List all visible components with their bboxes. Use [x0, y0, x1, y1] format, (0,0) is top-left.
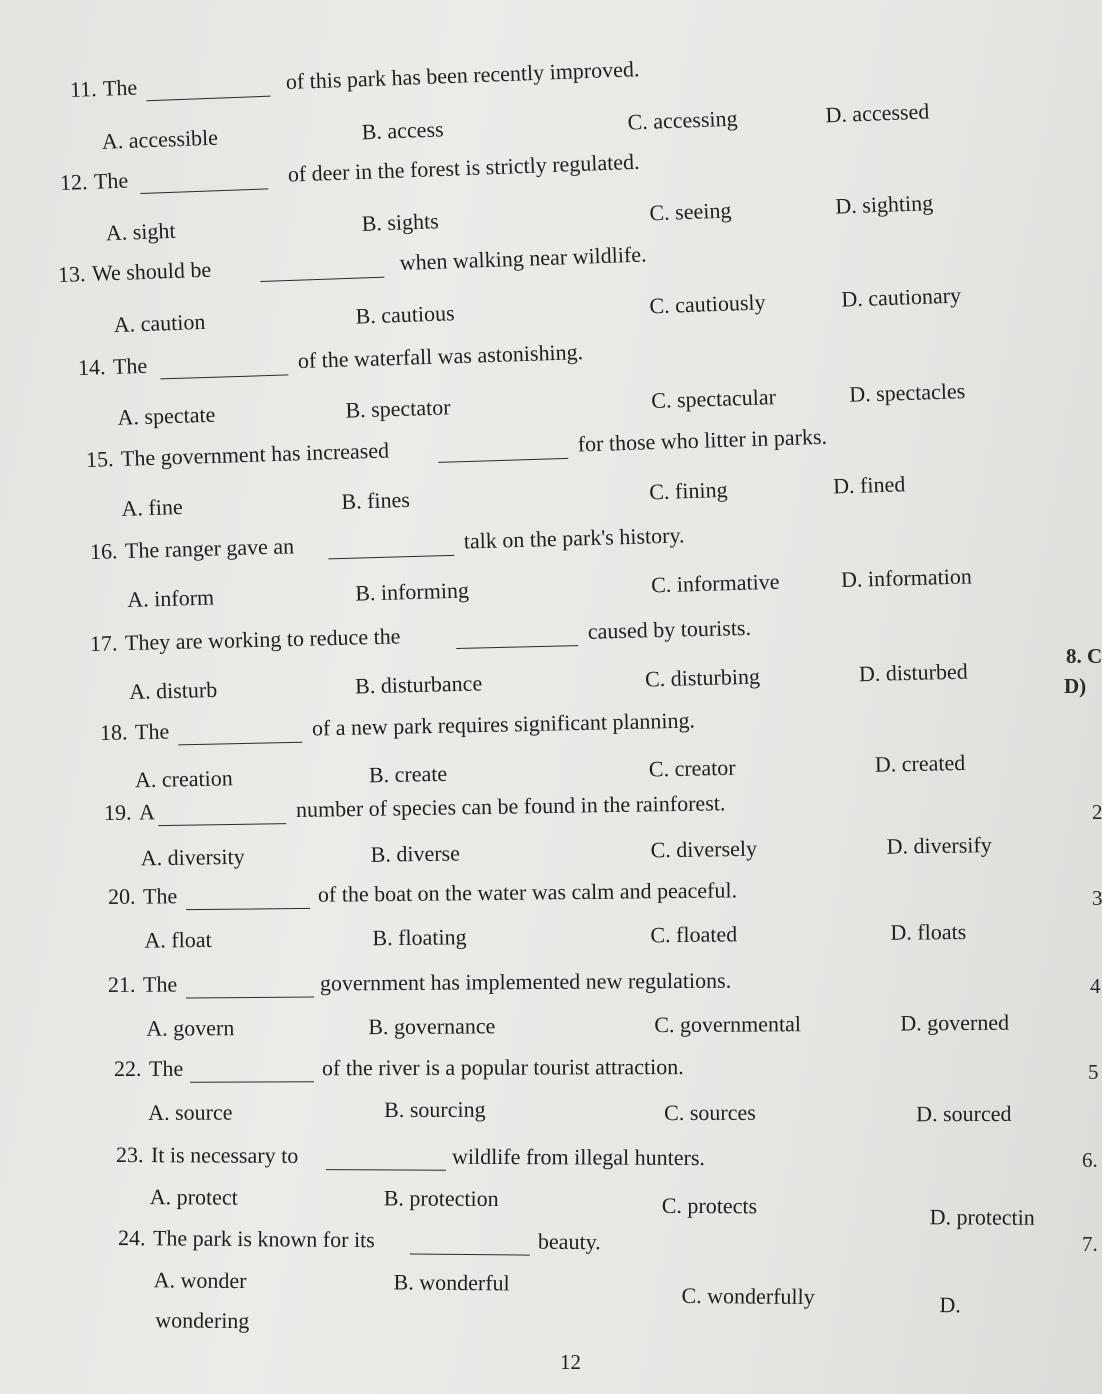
margin-fragment: 3	[1092, 886, 1102, 910]
question-number: 13.	[57, 261, 86, 287]
option-d: D. sourced	[916, 1100, 1012, 1127]
question-stem-start: The	[93, 167, 129, 194]
option-b: B. fines	[341, 486, 411, 514]
margin-fragment: 8. C	[1066, 644, 1102, 668]
option-c: C. disturbing	[644, 663, 761, 692]
answer-blank	[178, 742, 302, 746]
option-d: D. disturbed	[858, 658, 968, 687]
option-d: D. floats	[890, 919, 967, 945]
option-b: B. sights	[361, 208, 440, 236]
option-b: B. disturbance	[354, 670, 483, 699]
margin-fragment: 6.	[1082, 1148, 1098, 1172]
option-c: C. spectacular	[650, 384, 777, 414]
option-b: B. diverse	[370, 840, 461, 867]
answer-blank	[186, 908, 310, 910]
question-stem-start: A	[138, 799, 156, 825]
question-stem-end: of a new park requires significant planning.	[311, 707, 696, 741]
question-stem-end: beauty.	[537, 1228, 601, 1255]
page-number: 12	[560, 1350, 581, 1374]
option-c: C. fining	[648, 476, 728, 505]
question-stem-end: of the waterfall was astonishing.	[297, 339, 584, 374]
option-c: C. governmental	[654, 1011, 802, 1038]
option-d: D. cautionary	[840, 282, 962, 312]
question-number: 12.	[59, 169, 88, 195]
option-c: C. diversely	[650, 835, 758, 863]
option-c: C. protects	[661, 1192, 758, 1219]
option-d: D. protectin	[929, 1204, 1035, 1230]
option-a: A. wonder	[153, 1267, 247, 1294]
question-stem-start: They are working to reduce the	[124, 623, 401, 656]
answer-blank	[186, 997, 314, 999]
answer-blank	[146, 96, 270, 102]
answer-blank	[260, 277, 384, 282]
option-c: C. accessing	[627, 105, 738, 135]
question-stem-end: when walking near wildlife.	[399, 241, 647, 276]
question-number: 22.	[113, 1055, 142, 1081]
option-c: C. seeing	[649, 197, 732, 226]
margin-fragment: 5	[1088, 1060, 1099, 1084]
option-a: A. diversity	[140, 843, 245, 871]
question-stem-end: of the boat on the water was calm and peaceful.	[317, 877, 738, 907]
option-a: A. creation	[134, 765, 233, 793]
question-number: 23.	[115, 1142, 144, 1168]
option-a: A. spectate	[117, 401, 216, 430]
question-stem-end: number of species can be found in the rainforest.	[295, 790, 726, 822]
option-d: D. information	[840, 563, 973, 593]
question-stem-end: of deer in the forest is strictly regulated.	[287, 148, 640, 187]
answer-blank	[158, 823, 286, 826]
margin-fragment: 2	[1092, 800, 1102, 824]
option-a: A. accessible	[101, 124, 219, 154]
option-d: D. created	[874, 749, 966, 777]
option-b: B. floating	[372, 924, 467, 951]
question-stem-start: The park is known for its	[152, 1225, 375, 1253]
option-a: A. protect	[149, 1184, 238, 1210]
question-number: 20.	[107, 883, 136, 909]
option-c: C. wonderfully	[681, 1282, 815, 1310]
margin-fragment: D)	[1064, 674, 1087, 698]
option-d: D. fined	[832, 471, 906, 499]
question-number: 19.	[103, 799, 132, 825]
answer-blank	[410, 1254, 530, 1256]
question-stem-start: The ranger gave an	[124, 533, 295, 564]
answer-blank	[456, 645, 578, 649]
answer-blank	[160, 374, 288, 379]
option-a: A. disturb	[128, 676, 218, 705]
question-stem-end: government has implemented new regulations.	[319, 967, 732, 996]
question-stem-start: The	[148, 1055, 184, 1081]
question-number: 21.	[107, 971, 136, 997]
option-d-continued: wondering	[155, 1307, 250, 1334]
answer-blank	[326, 1169, 446, 1171]
question-stem-start: It is necessary to	[150, 1142, 299, 1168]
option-d: D. sighting	[834, 190, 934, 219]
question-stem-start: We should be	[91, 256, 212, 286]
option-c: C. floated	[650, 921, 738, 948]
margin-fragment: 7.	[1082, 1232, 1098, 1256]
option-c: C. sources	[664, 1099, 756, 1126]
question-stem-end: for those who litter in parks.	[577, 423, 828, 457]
question-stem-end: of the river is a popular tourist attraction.	[321, 1054, 684, 1081]
option-d: D.	[939, 1292, 961, 1318]
option-b: B. access	[361, 116, 444, 145]
question-stem-end: of this park has been recently improved.	[285, 56, 640, 95]
option-c: C. cautiously	[649, 289, 766, 319]
option-b: B. protection	[383, 1185, 499, 1212]
option-a: A. caution	[113, 308, 206, 338]
option-d: D. governed	[900, 1009, 1010, 1036]
option-a: A. float	[144, 926, 212, 953]
answer-blank	[328, 555, 454, 560]
option-b: B. governance	[368, 1013, 496, 1040]
question-number: 14.	[77, 354, 106, 380]
question-number: 17.	[89, 630, 118, 656]
question-stem-start: The	[112, 352, 148, 379]
question-stem-end: talk on the park's history.	[463, 522, 685, 554]
question-number: 15.	[85, 446, 114, 472]
question-11	[0, 0, 1098, 154]
question-number: 11.	[69, 76, 98, 102]
answer-blank	[190, 1081, 314, 1082]
option-a: A. source	[148, 1099, 233, 1125]
margin-fragment: 4	[1090, 974, 1101, 998]
option-d: D. accessed	[824, 98, 930, 128]
option-b: B. cautious	[355, 300, 455, 329]
answer-blank	[438, 458, 568, 463]
option-a: A. fine	[121, 493, 183, 521]
option-a: A. sight	[105, 217, 176, 246]
option-a: A. govern	[146, 1015, 235, 1041]
option-d: D. spectacles	[848, 378, 966, 407]
option-b: B. sourcing	[384, 1096, 486, 1123]
option-a: A. inform	[126, 584, 215, 612]
question-stem-start: The	[134, 718, 170, 745]
option-c: C. informative	[650, 568, 780, 598]
option-c: C. creator	[648, 754, 736, 782]
question-number: 24.	[117, 1225, 146, 1251]
answer-blank	[140, 188, 268, 194]
question-number: 18.	[99, 719, 128, 745]
question-number: 16.	[89, 538, 118, 564]
question-stem-start: The	[142, 971, 178, 997]
option-d: D. diversify	[886, 832, 992, 859]
option-b: B. spectator	[345, 394, 451, 423]
question-stem-end: caused by tourists.	[587, 614, 752, 644]
question-stem-start: The	[102, 74, 138, 101]
option-b: B. create	[368, 760, 448, 788]
question-stem-start: The	[142, 883, 178, 909]
question-stem-start: The government has increased	[120, 437, 390, 471]
option-b: B. wonderful	[393, 1269, 510, 1296]
question-stem-end: wildlife from illegal hunters.	[451, 1143, 705, 1171]
option-b: B. informing	[354, 577, 470, 606]
